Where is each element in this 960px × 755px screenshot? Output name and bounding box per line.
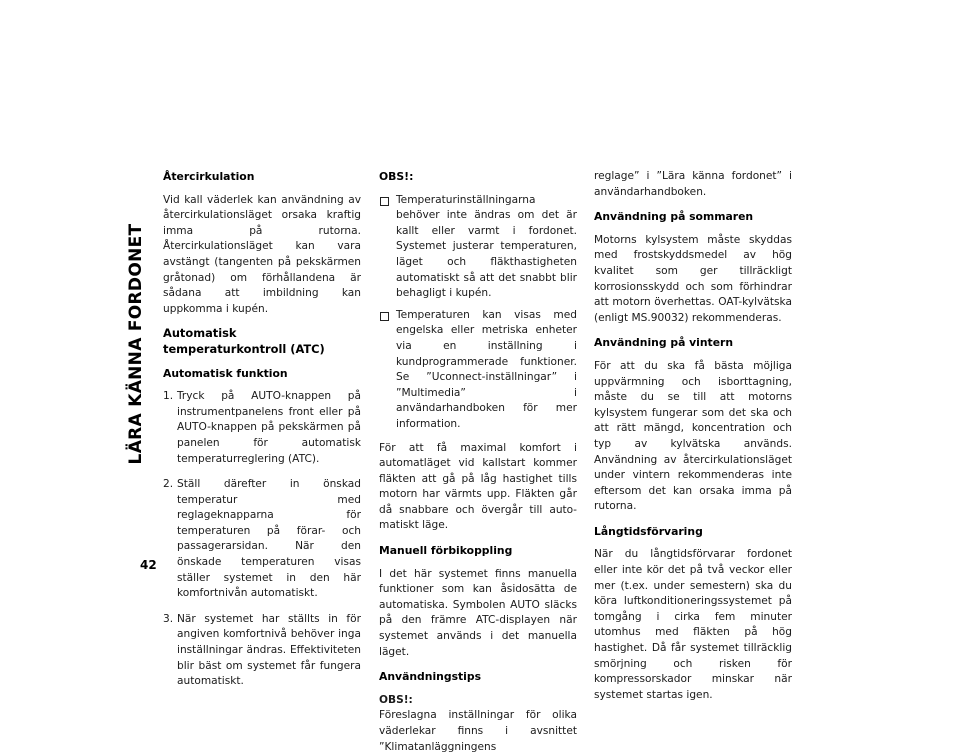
heading-manual-override: Manuell förbikoppling — [379, 544, 513, 558]
list-item — [163, 477, 361, 602]
heading-long-term-storage: Långtidsförvaring — [594, 524, 703, 538]
heading-usage-tips: Användningstips — [379, 670, 482, 684]
paragraph-continued: reglage” i ”Lära känna fordonet” i användarhandboken. — [594, 170, 792, 198]
chapter-side-title: LÄRA KÄNNA FORDONET — [126, 223, 146, 465]
list-item — [163, 612, 361, 690]
step-text: Tryck på AUTO-knappen på instrumentpanelens front eller på AUTO-knappen på pekskärmen på panelen för automatisk temperaturreglering (ATC). — [177, 390, 361, 465]
square-bullet-icon — [380, 312, 389, 321]
column-1 — [163, 169, 361, 700]
paragraph-summer: Motorns kylsystem måste skyddas med frostskyddsmedel av hög kvalitet som ger tillräckligt korrosionsskydd och som förhindrar att motorn överhettas. OAT-kylvätska (enligt MS.90032) rekommenderas. — [594, 233, 792, 324]
list-item — [379, 193, 577, 302]
paragraph-winter: För att du ska få bästa möjliga uppvärmning och isborttagning, måste du se till att motorns kylsystem fungerar som det ska och att rätt mängd, koncentration och typ av kylvätska används. Användning av återcirkulationsläget under vintern rekommenderas inte eftersom det kan orsaka imma på rutorna. — [594, 359, 792, 513]
list-item — [379, 308, 577, 433]
step-number: 1. — [163, 390, 174, 403]
step-number: 3. — [163, 612, 174, 625]
step-text: När systemet har ställts in för angiven komfortnivå behöver inga inställningar ändras. Effektiviteten blir bäst om systemet får fungera automatiskt. — [177, 612, 361, 688]
heading-recirculation: Återcirkulation — [163, 170, 255, 183]
heading-winter: Användning på vintern — [594, 336, 734, 350]
step-number: 2. — [163, 478, 174, 491]
paragraph-manual-override: I det här systemet finns manuella funktioner som kan åsidosätta de automatiska. Symbolen AUTO släcks på den främre ATC-displayen när systemet används i det manuella läget. — [379, 567, 577, 658]
note-label: OBS!: — [379, 693, 413, 706]
paragraph-long-term-storage: När du långtidsförvarar fordonet eller inte kör det på två veckor eller mer (t.ex. under semestern) ska du köra luftkonditioneringssystemet på tomgång i cirka fem minuter utomhus med fläkten på hög hastighet. Då får systemet tillräcklig smörjning och risken för kompressorskador minskar när systemet startas igen. — [594, 548, 792, 701]
square-bullet-icon — [380, 197, 389, 206]
list-item — [163, 389, 361, 467]
step-text: Ställ därefter in önskad temperatur med reglageknapparna för temperaturen på förar- och passagerarsidan. När den önskade temperaturen visas ställer systemet in den här komfortnivån automatiskt. — [177, 478, 361, 600]
paragraph-max-comfort: För att få maximal komfort i automatläget vid kallstart kommer fläkten att gå på låg hastighet tills motorn har värmts upp. Fläkten går då snabbare och övergår till automatiskt läge. — [379, 441, 577, 532]
heading-atc: Automatisk temperaturkontroll (ATC) — [163, 326, 325, 356]
note-label: OBS!: — [379, 170, 414, 183]
note-bullets — [379, 193, 577, 433]
paragraph-usage-tips: Föreslagna inställningar för olika väderlekar finns i avsnittet ”Klimatanläggningens — [379, 709, 577, 753]
bullet-text: Temperaturen kan visas med engelska eller metriska enheter via en inställning i kundprogrammerade funktioner. Se ”Uconnect-inställningar” i ”Multimedia” i användarhandboken för mer information. — [396, 308, 577, 430]
paragraph-recirculation: Vid kall väderlek kan användning av återcirkulationsläget orsaka kraftig imma på rutorna. Återcirkulationsläget kan vara avstängt (tangenten på pekskärmen gråtonad) om förhållandena är sådana att imbildning kan uppkomma i kupén. — [163, 193, 361, 315]
heading-summer: Användning på sommaren — [594, 210, 754, 224]
bullet-text: Temperaturinställningarna behöver inte ändras om det är kallt eller varmt i fordonet. Systemet justerar temperaturen, läget och fläkthastigheten automatiskt så att det snabbt blir behagligt i kupén. — [396, 193, 577, 300]
column-2 — [379, 169, 577, 755]
page-number: 42 — [140, 558, 157, 572]
heading-automatic-function: Automatisk funktion — [163, 366, 288, 380]
steps-list — [163, 389, 361, 690]
column-3 — [594, 169, 792, 712]
